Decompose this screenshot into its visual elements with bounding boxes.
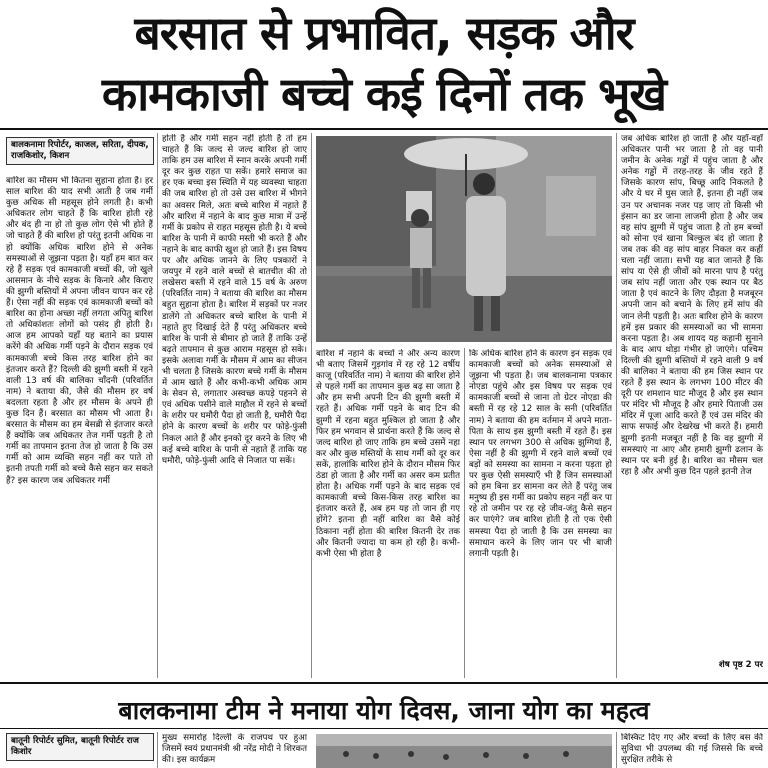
column-divider	[464, 348, 465, 678]
byline: बालकनामा रिपोर्टर, काजल, सरिता, दीपक, राजकिशोर, किशन	[6, 137, 154, 165]
article-photo	[316, 136, 612, 342]
article-column-2: होती है और गर्मी सहन नहीं होती है तो हम चाहते हैं कि जल्द से जल्द बारिश हो जाए ताकि हम उस बारिश में स्नान करके अपनी गर्मी दूर कर कुछ राहत पा सकें। हमारे समाज का हर एक बच्चा इस स्थिति में यह व्यवस्था चाहता की जब बारिश हो तो उसे उस बारिश में भीगने का अवसर मिले, अतः बच्चे बारिश में नहाते हैं और बारिश में नहाने के बाद कुछ मात्रा में उन्हें गर्मी के प्रकोप से राहत महसूस होती है। ये बच्चे बारिश के पानी में काफी मस्ती भी करते हैं और नहाने के बाद काफी खुश हो जाते हैं। इस विषय पर और अधिक जानने के लिए पत्रकारों ने जयपुर में रहने वाले बच्चों से बातचीत की तो लखेसरा बस्ती में रहने वाले 15 वर्ष के अरुण (परिवर्तित नाम) ने बताया की बारिश का मौसम बहुत सुहाना होता है। बारिश में सड़कों पर नजर डालेंगे तो अधिकतर बच्चे बारिश के पानी में नहाते हुए दिखाई देते हैं परंतु अधिकतर बच्चे बारिश के पानी से बीमार हो जाते हैं ताकि उन्हें बढ़ते तापमान से कुछ आराम महसूस हो सके। इसके अलावा गर्मी के मौसम में आम का सीजन भी चलता है जिसके कारण बच्चे गर्मी के मौसम में आम खाते हैं और कभी-कभी अधिक आम के सेवन से, लगातार अस्वच्छ कपड़े पहनने से एवं अधिक पसीने वाले माहौल में रहने से बच्चों के शरीर पर घमौरी पैदा हो जाती है, घमौरी पैदा होने के कारण बच्चों के शरीर पर फोड़े-फुंसी निकल आते हैं और इनको दूर करने के लिए भी कई बच्चे बारिश के पानी से नहाते हैं ताकि यह घमौरी, फोड़े-फुंसी आदि से निजात पा सकें।	[162, 134, 307, 466]
column-divider	[616, 133, 617, 678]
article-column-1: बारिश का मौसम भी कितना सुहाना होता है। हर साल बारिश की याद सभी आती है जब गर्मी कुछ अधिक सी महसूस होने लगती है। कभी अधिकतर लोग चाहते हैं कि बारिश होती रहे और बंद ही ना हो तो कुछ लोग ऐसे भी होते हैं जो चाहते हैं की बारिश हो परंतु इतनी अधिक ना हो क्योंकि अधिक बारिश होने से अनेक समस्याओं से जूझना पड़ता है। यहाँ हम बात कर रहे हैं सड़क एवं कामकाजी बच्चों की, जो खुले आसमान के नीचे सड़क के किनारे और किराए की झुग्गी बस्तियों में अपना जीवन यापन कर रहे हैं। ऐसा नहीं की सड़क एवं कामकाजी बच्चों को बारिश का होना अच्छा नहीं लगता अपितु बारिश तो अधिकांशतः लोगों को पसंद ही होती है। आज हम आपको यहाँ यह बताने का प्रयास करेंगे की अधिक गर्मी पड़ने के दौरान सड़क एवं कामकाजी बच्चे किस तरह बारिश होने का इंतजार करते हैं? दिल्ली की झुग्गी बस्ती में रहने वाली 13 वर्ष की बालिका चाँदनी (परिवर्तित नाम) ने बताया की, जैसे की मौसम हर वर्ष बदलता रहता है और हर मौसम के अपने ही कुछ दिन हैं। बरसात का मौसम भी आता है। बरसात के मौसम का हम बेसब्री से इंतजार करते हैं क्योंकि जब अधिकतर तेज गर्मी पड़ती है तो गर्मी का तापमान इतना तेज हो जाता है कि उस गर्मी को आम व्यक्ति सहन नहीं कर पाते तो इतनी तपती गर्मी को बच्चे कैसे सहन कर सकते हैं? इस कारण जब अधिकतर गर्मी	[6, 176, 153, 486]
headline-rule	[0, 128, 768, 130]
yoga-article-column-2: मुख्य समारोह दिल्ली के राजपथ पर हुआ जिसमें स्वयं प्रधानमंत्री श्री नरेंद्र मोदी ने शिरकत की। इस कार्यक्रम	[162, 733, 307, 766]
yoga-article-column-5: बिस्किट दिए गए और बच्चों के लिए बस की सुविधा भी उपलब्ध की गई जिससे कि बच्चे सुरक्षित तरीके से	[621, 733, 763, 766]
column-divider	[616, 732, 617, 768]
column-divider	[157, 133, 158, 678]
column-divider	[157, 732, 158, 768]
article-column-4: कि अधिक बारिश होने के कारण इन सड़क एवं कामकाजी बच्चों को अनेक समस्याओं से जूझना भी पड़ता है। जब बालकनामा पत्रकार नोएडा पहुंचे और इस विषय पर सड़क एवं कामकाजी बच्चों से जाना तो ग्रेटर नोएडा की बस्ती में रह रहे 12 साल के सनी (परिवर्तित नाम) ने बताया की हम वर्तमान में अपने माता-पिता के साथ इस झुग्गी बस्ती में रहते हैं। इस स्थान पर लगभग 300 से अधिक झुग्गियां हैं, ऐसा नहीं है की झुग्गी में रहने वाले बच्चों एवं बड़ों को समस्या का सामना न करना पड़ता हो पर कुछ ऐसी समस्याएँ भी हैं जिन समस्याओं को हम बिना डर सामना कर लेते हैं परंतु जब मनुष्य ही इस गर्मी का प्रकोप सहन नहीं कर पा रहे तो जमीन पर रह रहे जीव-जंतु कैसे सहन कर पाएंगे? जब बारिश होती है तो एक ऐसी समस्या पैदा हो जाती है कि उस समस्या का समाधान करने के लिए जान पर भी बाजी लगानी पड़ती है।	[469, 349, 612, 559]
continued-note: शेष पृष्ठ 2 पर	[718, 660, 763, 670]
headline-line-1: बरसात से प्रभावित, सड़क और	[134, 6, 634, 60]
byline-yoga: बातूनी रिपोर्टर सुमित, बातूनी रिपोर्टर राज किशोर	[6, 733, 154, 761]
article-column-3: बारिश में नहाने के बच्चों ने और अन्य कारण भी बताए जिसमें गुड़गांव में रह रहे 12 वर्षीय काजू (परिवर्तित नाम) ने बताया की बारिश होने से पहले गर्मी का तापमान कुछ बढ़ सा जाता है और हम सभी अपनी टिन की झुग्गी बस्ती में रहते हैं। अधिक गर्मी पड़ने के बाद टिन की झुग्गी में रहना बहुत मुश्किल हो जाता है और फिर हम भगवान से प्रार्थना करते हैं कि जल्द से जल्द बारिश हो जाए ताकि हम बच्चे उसमें नहा कर और कुछ मस्तियों के साथ गर्मी को दूर कर सकें, हालांकि बारिश होने के दौरान मौसम फिर ठंडा हो जाता है और गर्मी का असर कम प्रतीत होता है। अधिक गर्मी पड़ने के बाद सड़क एवं कामकाजी बच्चे किस-किस तरह बारिश का इंतजार करते हैं, अब हम यह तो जान ही गए होंगे? इतना ही नहीं बारिश का वैसे कोई ठिकाना नहीं होता की बारिश कितनी देर तक और कितनी ज्यादा या कम हो रही है। कभी-कभी ऐसा भी होता है	[316, 349, 460, 559]
headline-line-2: कामकाजी बच्चे कई दिनों तक भूखे	[101, 67, 667, 121]
headline-yoga: बालकनामा टीम ने मनाया योग दिवस, जाना योग का महत्व	[118, 696, 650, 725]
article-column-5: जब अधिक बारिश हो जाती है और यहाँ-वहाँ अधिकतर पानी भर जाता है तो वह पानी जमीन के अनेक गड्ढों में पहुंच जाता है और अनेक गड्ढों में तरह-तरह के जीव रहते हैं जिसके कारण सांप, बिच्छू आदि निकलते है और ये घर में घुस जाते हैं, इतना ही नहीं जब उन पर अचानक नजर पड़ जाए तो किसी भी इंसान का डर जाना लाजमी होता है और जब वह सांप झुग्गी में पहुंच जाता है तो हम बच्चों को सोना एवं खाना बिल्कुल बंद हो जाता है जब तक की वह सांप बाहर निकल कर कहीं चला नहीं जाता। सभी यह बात जानते हैं कि सांप या ऐसे ही जीवों को मारना पाप है परंतु जब सांप नहीं जाता और एक स्थान पर बैठ जाता है एवं काटने के लिए दौड़ता है मजबूरन अपनी जान को बचाने के लिए हमें सांप की जान लेनी पड़ती है। अतः बारिश होने के कारण हमें इस प्रकार की समस्याओं का भी सामना करना पड़ता है। अब शायद यह कहानी सुनाने के बाद आप थोड़ा गंभीर हो जाएंगे। पश्चिम दिल्ली की झुग्गी बस्तियों में रहने वाली 9 वर्ष की बालिका ने बताया की हम जिस स्थान पर रहते हैं इस स्थान के लगभग 100 मीटर की दूरी पर शमशान घाट मौजूद है और इस स्थान पर मंदिर भी मौजूद है और हमारे पिताजी उस मंदिर में पूजा आदि करते हैं एवं उस मंदिर की साफ सफाई और देखरेख भी करते हैं। हमारी झुग्गी इतनी मजबूत नहीं है कि वह झुग्गी में समस्याएं ना आए और हमारी झुग्गी ढलान के स्थान पर बनी हुई है। बारिश का मौसम चल रहा है और अभी कुछ दिन पहले इतनी तेज	[621, 134, 763, 477]
section-rule	[0, 682, 768, 684]
yoga-photo	[316, 734, 612, 768]
column-divider	[311, 133, 312, 678]
headline-yoga-rule	[0, 728, 768, 729]
